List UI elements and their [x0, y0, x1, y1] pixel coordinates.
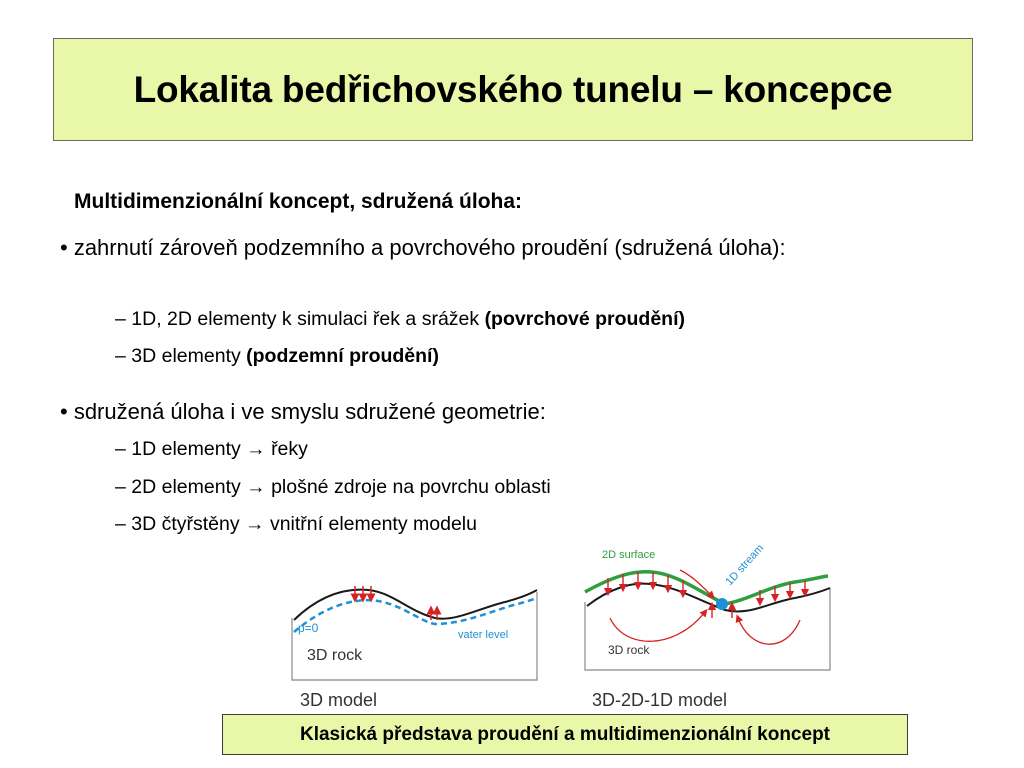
bullet-coupled-flow: • zahrnutí zároveň podzemního a povrchového proudění (sdružená úloha):	[60, 235, 786, 260]
subitem-surface-flow	[115, 307, 685, 331]
subitem-bold: (povrchové proudění)	[484, 308, 685, 330]
left-circulation-arrow	[610, 612, 705, 641]
subitem-1d: – 1D elementy → řeky	[115, 438, 308, 460]
stream-label: 1D stream	[723, 542, 767, 589]
left-model-label: 3D model	[300, 690, 378, 710]
left-rock-label: 3D rock	[307, 647, 363, 664]
left-down-arrows	[355, 586, 371, 598]
subitem-text: – 1D, 2D elementy k simulaci řek a srážek	[115, 308, 485, 330]
page-title: Lokalita bedřichovského tunelu – koncepce	[133, 68, 893, 110]
caption-text: Klasická představa proudění a multidimenzionální koncept	[299, 723, 830, 745]
right-circulation-arrow	[738, 618, 800, 644]
bullet-coupled-geometry: • sdružená úloha i ve smyslu sdružené geometrie:	[60, 399, 546, 424]
left-water-label: vater level	[458, 629, 509, 641]
stream-node	[716, 598, 728, 610]
model-diagram	[280, 540, 840, 715]
left-p-label: p=0	[298, 621, 319, 635]
caption-box	[222, 714, 908, 755]
title-box	[53, 38, 973, 141]
subitem-text: – 3D elementy	[115, 345, 247, 367]
subitem-bold: (podzemní proudění)	[246, 345, 439, 367]
section-subtitle: Multidimenzionální koncept, sdružená úloha:	[74, 190, 523, 213]
right-rock-label: 3D rock	[608, 643, 650, 657]
right-down-arrows	[608, 572, 805, 602]
right-box-outline	[585, 588, 830, 670]
subitem-underground-flow	[115, 344, 439, 368]
surface-label: 2D surface	[602, 549, 656, 561]
subitem-2d: – 2D elementy → plošné zdroje na povrchu oblasti	[115, 476, 551, 498]
right-coupled-model	[585, 542, 830, 710]
right-model-label: 3D-2D-1D model	[592, 690, 728, 710]
left-3d-model	[292, 586, 537, 710]
subitem-3d: – 3D čtyřstěny → vnitřní elementy modelu	[115, 513, 477, 535]
